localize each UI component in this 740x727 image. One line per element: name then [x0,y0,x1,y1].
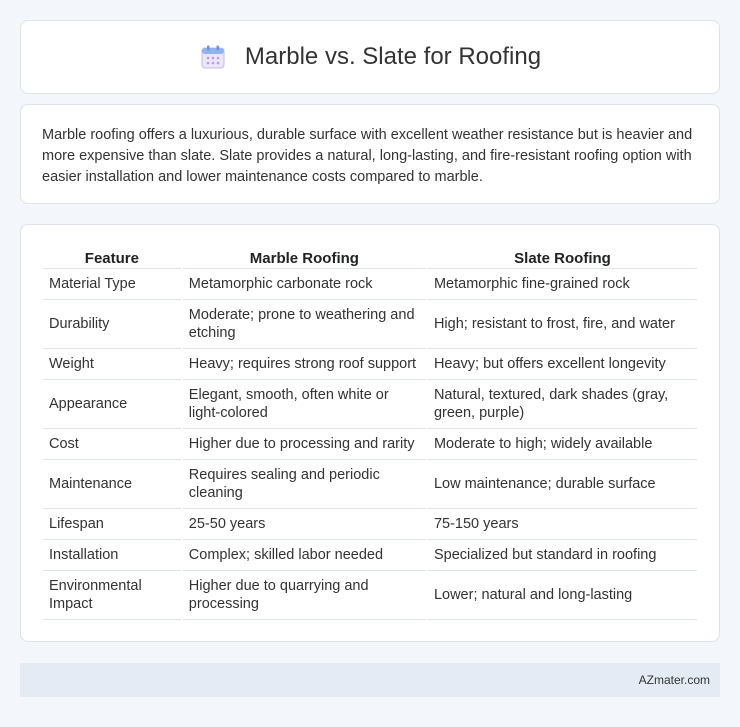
header-feature: Feature [43,245,181,269]
summary-text: Marble roofing offers a luxurious, durable surface with excellent weather resistance but is heavier and more expensive than slate. Slate provides a natural, long-lasting, and fire-resistant roofing option with easier installation and lower maintenance costs compared to marble. [42,127,693,185]
summary-card [20,104,720,204]
marble-cell: Higher due to processing and rarity [183,429,426,460]
slate-cell: Natural, textured, dark shades (gray, green, purple) [428,380,697,429]
slate-cell: 75-150 years [428,509,697,540]
marble-cell: Requires sealing and periodic cleaning [183,460,426,509]
table-header-row [43,245,697,269]
table-row [43,300,697,349]
table-row [43,509,697,540]
feature-cell: Cost [43,429,181,460]
marble-cell: 25-50 years [183,509,426,540]
table-row [43,540,697,571]
marble-cell: Metamorphic carbonate rock [183,269,426,300]
table-row [43,460,697,509]
footer [20,663,720,697]
slate-cell: Low maintenance; durable surface [428,460,697,509]
header-slate: Slate Roofing [428,245,697,269]
slate-cell: Metamorphic fine-grained rock [428,269,697,300]
slate-cell: Moderate to high; widely available [428,429,697,460]
feature-cell: Environmental Impact [43,571,181,620]
table-row [43,571,697,620]
slate-cell: Specialized but standard in roofing [428,540,697,571]
comparison-table [41,245,699,620]
page-title: Marble vs. Slate for Roofing [244,43,542,70]
feature-cell: Lifespan [43,509,181,540]
table-card [20,224,720,642]
feature-cell: Installation [43,540,181,571]
marble-cell: Heavy; requires strong roof support [183,349,426,380]
table-row [43,380,697,429]
table-row [43,429,697,460]
header-marble: Marble Roofing [183,245,426,269]
slate-cell: Lower; natural and long-lasting [428,571,697,620]
slate-cell: Heavy; but offers excellent longevity [428,349,697,380]
title-card [20,20,720,94]
feature-cell: Maintenance [43,460,181,509]
feature-cell: Appearance [43,380,181,429]
marble-cell: Moderate; prone to weathering and etching [183,300,426,349]
calendar-icon [199,43,227,71]
feature-cell: Durability [43,300,181,349]
marble-cell: Complex; skilled labor needed [183,540,426,571]
slate-cell: High; resistant to frost, fire, and water [428,300,697,349]
feature-cell: Material Type [43,269,181,300]
marble-cell: Higher due to quarrying and processing [183,571,426,620]
footer-source-link[interactable]: AZmater.com [638,673,710,687]
marble-cell: Elegant, smooth, often white or light-colored [183,380,426,429]
title-wrap [199,43,541,71]
table-row [43,349,697,380]
table-row [43,269,697,300]
feature-cell: Weight [43,349,181,380]
